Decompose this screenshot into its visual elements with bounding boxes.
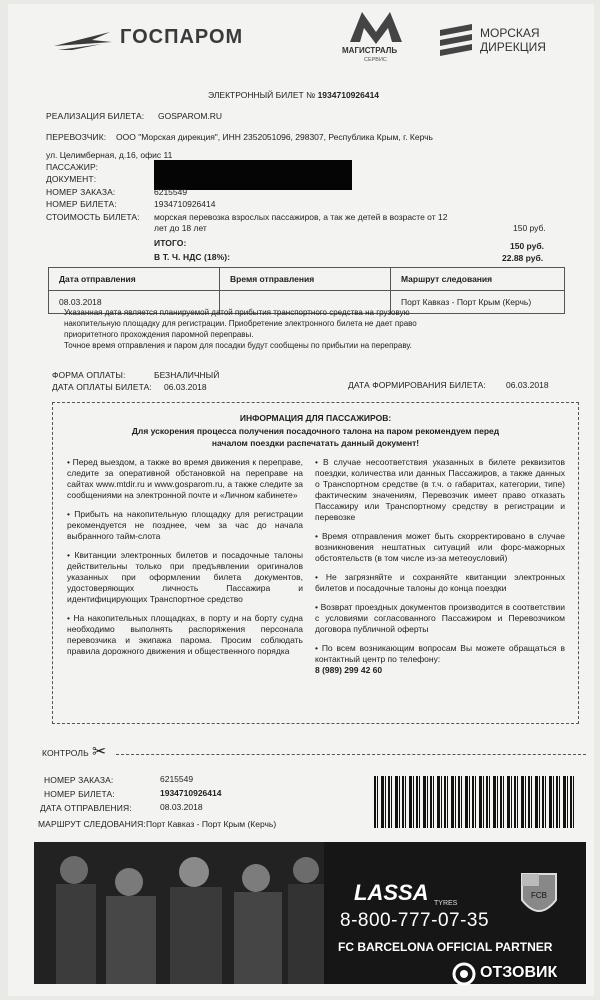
arrival-notice — [64, 307, 534, 351]
formation-date-label: ДАТА ФОРМИРОВАНИЯ БИЛЕТА: — [348, 380, 486, 390]
payment-date-label: ДАТА ОПЛАТЫ БИЛЕТА: — [52, 382, 152, 392]
cost-value: 150 руб. — [513, 223, 546, 233]
info-item: • Прибыть на накопительную площадку для регистрации рекомендуется не позднее, чем за час до начала выбранного тайм-слота — [67, 509, 303, 541]
passenger-label: ПАССАЖИР: — [46, 162, 99, 172]
waves-icon — [438, 24, 474, 58]
gosparom-logo — [52, 22, 282, 56]
cost-label: СТОИМОСТЬ БИЛЕТА: — [46, 212, 140, 222]
order-number-label: НОМЕР ЗАКАЗА: — [46, 187, 116, 197]
cut-line — [116, 754, 586, 755]
order-number-value: 6215549 — [154, 187, 188, 197]
realization-label: РЕАЛИЗАЦИЯ БИЛЕТА: — [46, 111, 145, 121]
ticket-number-value: 1934710926414 — [154, 199, 216, 209]
ship-icon — [52, 28, 114, 52]
cost-description-2: лет до 18 лет — [154, 223, 207, 233]
lassa-brand-sub: TYRES — [434, 900, 458, 907]
header-route: Маршрут следования — [391, 268, 565, 291]
crest-text: FCB — [531, 891, 547, 900]
notice-line-1: Указанная дата является планируемой датой прибытия транспортного средства на грузовую — [64, 308, 410, 317]
ticket-title — [208, 90, 379, 100]
otzovik-watermark-text: ОТЗОВИК — [480, 964, 558, 981]
formation-date-value: 06.03.2018 — [506, 380, 549, 390]
morskaya-logo-line2: ДИРЕКЦИЯ — [480, 40, 546, 54]
carrier-value: ООО "Морская дирекция", ИНН 2352051096, 298307, Республика Крым, г. Керчь — [116, 132, 433, 142]
lassa-brand: LASSA — [354, 880, 429, 905]
info-item: • На накопительных площадках, в порту и на борту судна необходимо выполнять распоряжения персонала перевозчика и экипажа парома. Просим соблюдать правила дорожного движения и общественного порядка — [67, 613, 303, 656]
scissors-icon: ✂ — [92, 742, 107, 761]
ticket-title-number: 1934710926414 — [317, 90, 380, 100]
stub-ticket-label: НОМЕР БИЛЕТА: — [44, 789, 115, 799]
cell-route: Порт Кавказ - Порт Крым (Керчь) — [391, 291, 565, 314]
info-item: • Не загрязняйте и сохраняйте квитанции электронных билетов и посадочные талоны до конца поездки — [315, 572, 565, 593]
info-subtitle-2: началом поездки распечатать данный документ! — [211, 438, 420, 448]
carrier-value-2: ул. Целимберная, д.16, офис 11 — [46, 150, 173, 160]
payment-form-value: БЕЗНАЛИЧНЫЙ — [154, 370, 220, 380]
players-photo — [34, 842, 324, 984]
notice-line-2: накопительную площадку для регистрации. Приобретение электронного билета не дает право — [64, 319, 417, 328]
magistral-logo-text: МАГИСТРАЛЬ — [342, 46, 398, 55]
info-item: • Время отправления может быть скорректировано в случае возникновения нештатных ситуаций или форс-мажорных обстоятельств (в том числе из-за метеоусловий) — [315, 531, 565, 563]
morskaya-direktsiya-logo — [438, 24, 588, 64]
payment-date-value: 06.03.2018 — [164, 382, 207, 392]
lassa-phone: 8-800-777-07-35 — [340, 910, 490, 931]
otzovik-logo-icon — [452, 962, 476, 986]
info-item: • Перед выездом, а также во время движения к переправе, следите за оперативной обстановкой на переправе на сайтах www.mtdir.ru и www.gosparom.ru, а также следите за сообщениями на электронной почте и «Личном кабинете» — [67, 457, 303, 500]
info-left-column — [67, 457, 303, 665]
total-label: ИТОГО: — [154, 238, 187, 248]
notice-line-3: приоритетного прохождения паромной переправы. — [64, 330, 254, 339]
stub-date-label: ДАТА ОТПРАВЛЕНИЯ: — [40, 803, 132, 813]
ticket-number-label: НОМЕР БИЛЕТА: — [46, 199, 117, 209]
carrier-label: ПЕРЕВОЗЧИК: — [46, 132, 107, 142]
barcode — [374, 776, 574, 828]
otzovik-watermark — [452, 960, 592, 988]
info-item: • Квитанции электронных билетов и посадочные талоны действительны только при предъявлении оригиналов указанных при оформлении билета документов, удостоверяющих личность Пассажира и идентифицирующих Транспортное средство — [67, 550, 303, 604]
magistral-m-icon — [348, 10, 404, 44]
info-item: • Возврат проездных документов производится в соответствии с условиями согласованного Пассажиром и Перевозчиком договора публичной оферты — [315, 602, 565, 634]
info-title: ИНФОРМАЦИЯ ДЛЯ ПАССАЖИРОВ: — [239, 413, 392, 423]
ticket-sheet — [8, 4, 594, 996]
magistral-logo-sub: СЕРВИС — [364, 57, 387, 63]
control-label: КОНТРОЛЬ — [42, 748, 89, 758]
fc-barcelona-crest-icon — [518, 872, 560, 922]
route-table-header — [49, 268, 565, 291]
contact-phone: 8 (989) 299 42 60 — [315, 665, 383, 675]
morskaya-logo-line1: МОРСКАЯ — [480, 26, 540, 40]
vat-label: В Т. Ч. НДС (18%): — [154, 252, 231, 262]
stub-order-label: НОМЕР ЗАКАЗА: — [44, 775, 114, 785]
header-departure-date: Дата отправления — [49, 268, 220, 291]
redacted-personal-data — [154, 160, 352, 190]
stub-order-value: 6215549 — [160, 774, 194, 784]
header-departure-time: Время отправления — [220, 268, 391, 291]
info-subtitle-1: Для ускорения процесса получения посадочного талона на паром рекомендуем перед — [131, 426, 500, 436]
cost-description: морская перевозка взрослых пассажиров, а так же детей в возрасте от 12 — [154, 212, 448, 222]
stub-route-value: Порт Кавказ - Порт Крым (Керчь) — [146, 819, 277, 829]
info-right-column — [315, 457, 565, 676]
ticket-title-label: ЭЛЕКТРОННЫЙ БИЛЕТ № — [208, 90, 316, 100]
stub-route-label: МАРШРУТ СЛЕДОВАНИЯ: — [38, 819, 146, 829]
cell-departure-date: 08.03.2018 — [49, 291, 220, 314]
document-label: ДОКУМЕНТ: — [46, 174, 97, 184]
payment-form-label: ФОРМА ОПЛАТЫ: — [52, 370, 126, 380]
vat-value: 22.88 руб. — [502, 253, 544, 263]
gosparom-logo-text: ГОСПАРОМ — [120, 26, 244, 48]
stub-date-value: 08.03.2018 — [160, 802, 203, 812]
stub-ticket-value: 1934710926414 — [160, 788, 222, 798]
total-value: 150 руб. — [510, 241, 544, 251]
realization-value: GOSPAROM.RU — [158, 111, 223, 121]
magistral-logo — [338, 10, 418, 72]
passenger-info-box — [52, 402, 579, 724]
info-item: • В случае несоответствия указанных в билете реквизитов поездки, количества или данных Пассажиров, а также данных о Транспортном средстве (в т.ч. о габаритах, категории, типе) фактическим значениям, Перевозчик имеет право отказать Пассажиру или Транспортному средству в регистрации и перевозке — [315, 457, 565, 522]
notice-line-4: Точное время отправления и паром для посадки будут сообщены по прибытии на переправу. — [64, 341, 412, 350]
partner-text: FC BARCELONA OFFICIAL PARTNER — [338, 940, 553, 954]
info-item: • По всем возникающим вопросам Вы можете обращаться в контактный центр по телефону: — [315, 643, 565, 664]
